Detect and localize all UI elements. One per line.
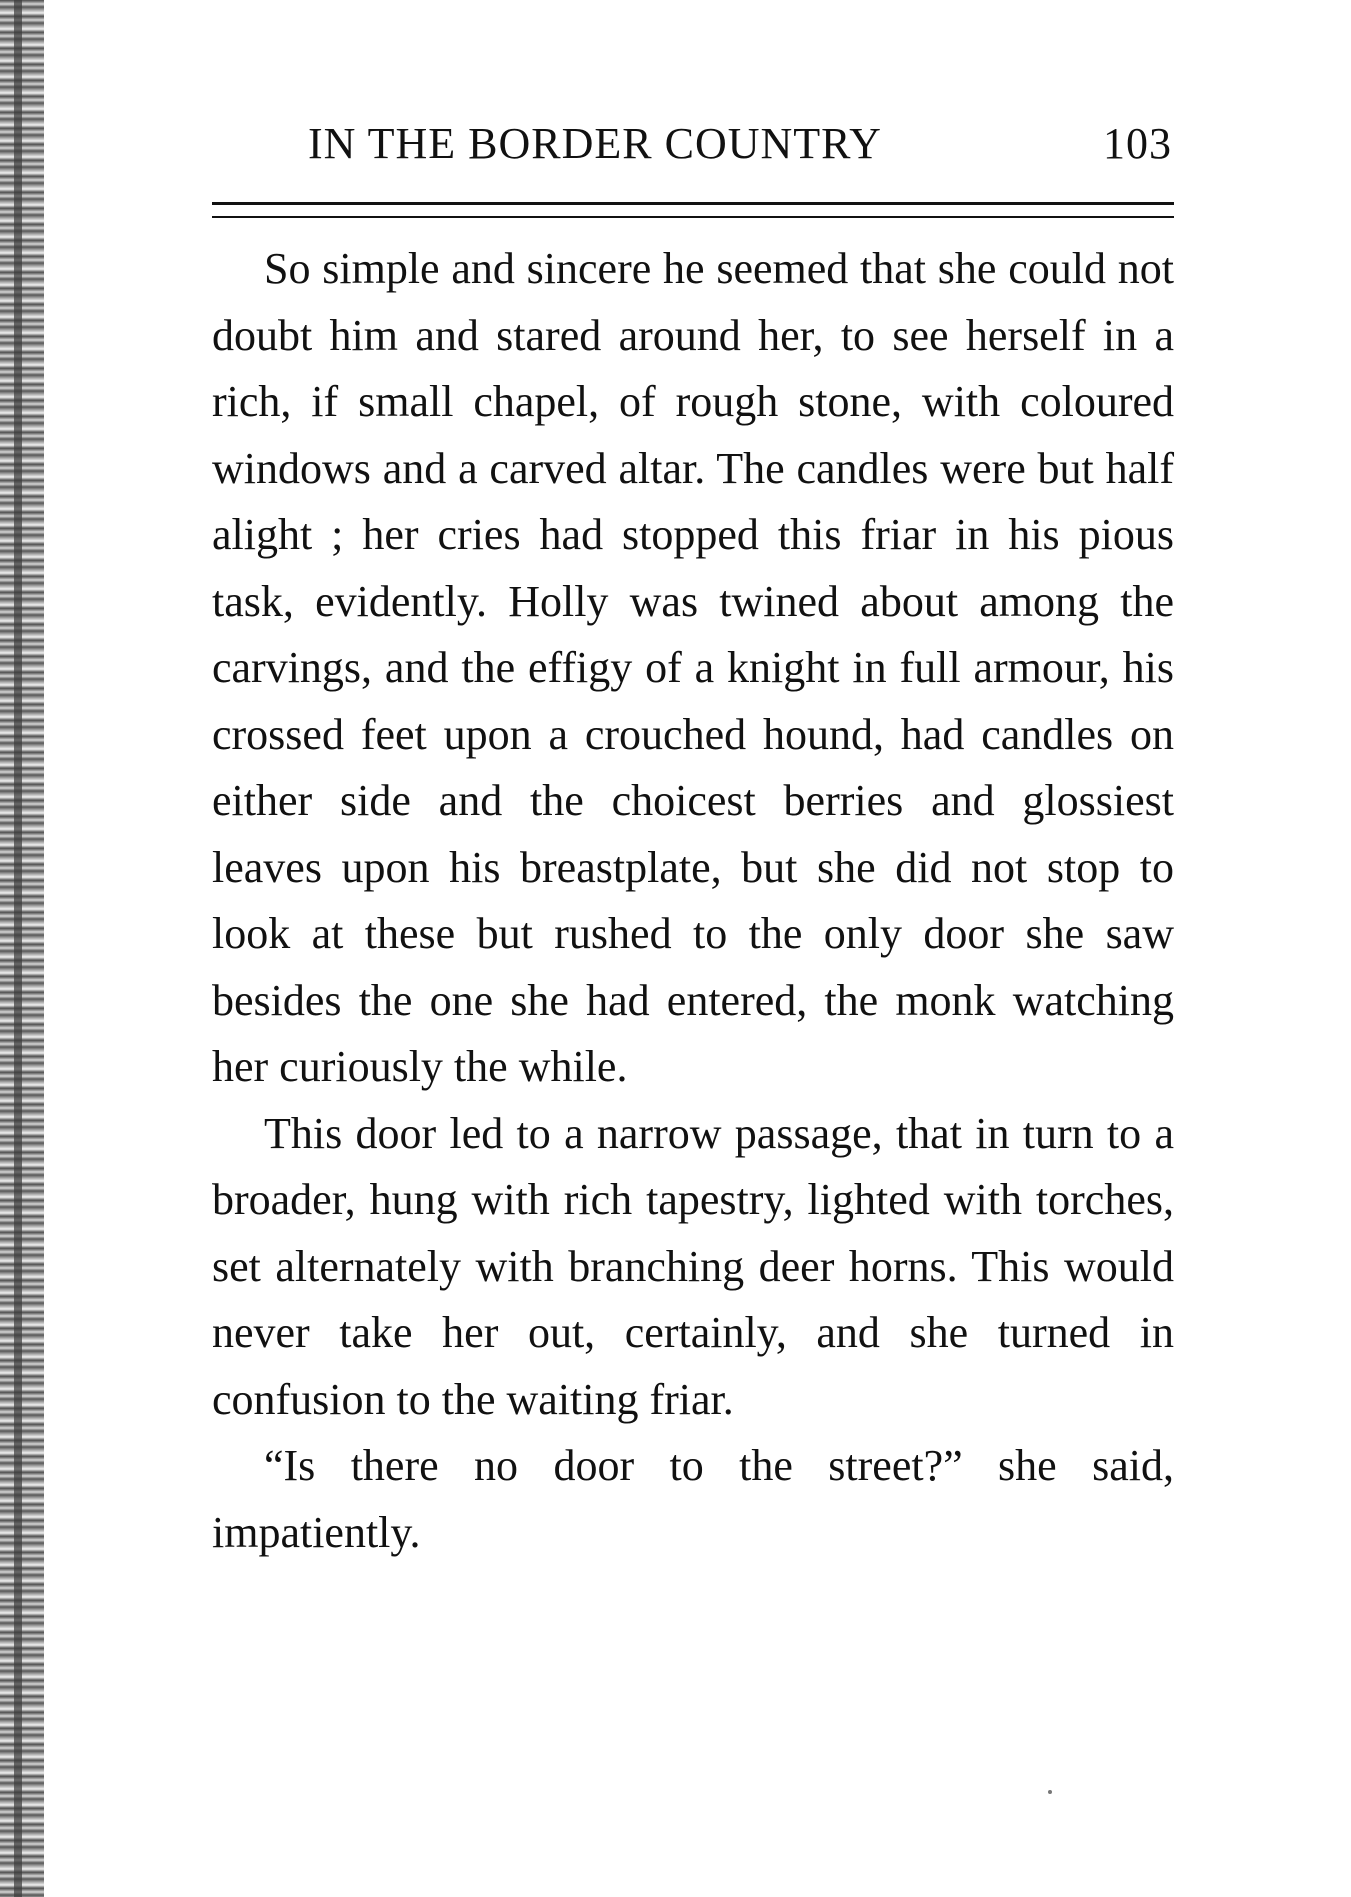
- paragraph-2: This door led to a narrow passage, that in turn to a broader, hung with rich tapestry, lighted with torches, set alternately with branching deer horns. This would never take her out, certainly, and she turned in confusion to the waiting friar.: [212, 1108, 1174, 1424]
- print-speck: [1048, 1790, 1052, 1794]
- double-rule-divider: [212, 202, 1174, 218]
- paragraph-3: “Is there no door to the street?” she said, impatiently.: [212, 1441, 1174, 1557]
- paragraph-1: So simple and sincere he seemed that she could not doubt him and stared around her, to see herself in a rich, if small chapel, of rough stone, with coloured windows and a carved altar. The candles were but half alight ; her cries had stopped this friar in his pious task, evidently. Holly was twined about among the carvings, and the effigy of a knight in full armour, his crossed feet upon a crouched hound, had candles on either side and the choicest berries and glossiest leaves upon his breastplate, but she did not stop to look at these but rushed to the only door she saw besides the one she had entered, the monk watching her curiously the while.: [212, 244, 1174, 1091]
- body-text: [212, 236, 1174, 1566]
- book-binding-edge: [0, 0, 44, 1897]
- running-head-title: IN THE BORDER COUNTRY: [308, 119, 882, 168]
- page-number: 103: [1103, 119, 1172, 168]
- book-page: [212, 118, 1174, 1566]
- running-head: [212, 118, 1174, 188]
